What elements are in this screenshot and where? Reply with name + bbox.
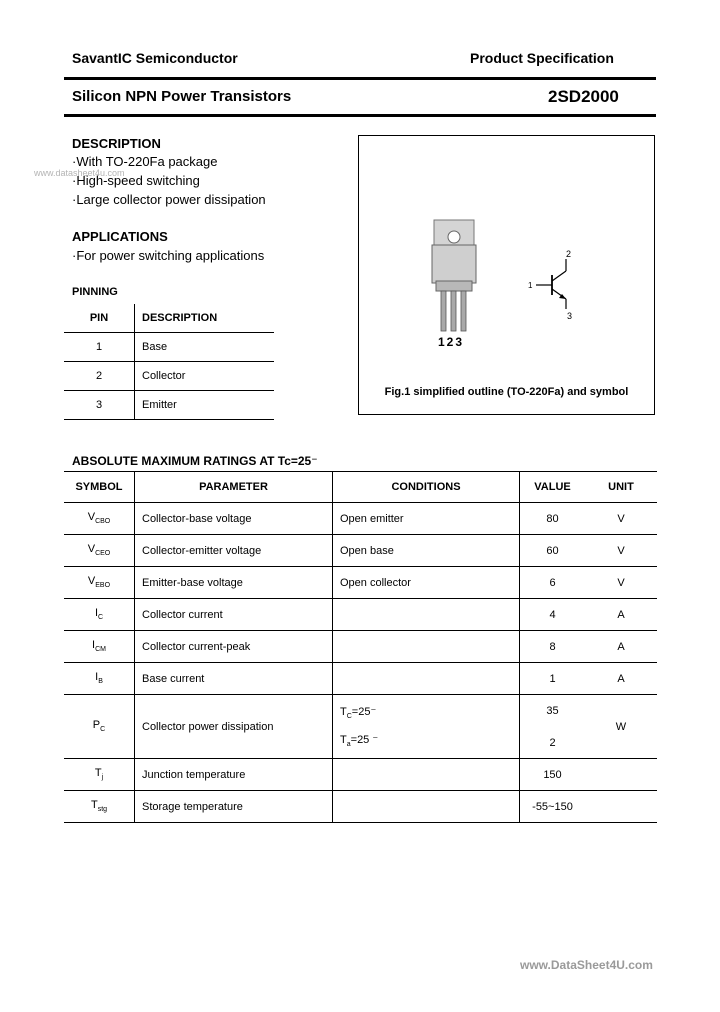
conditions-cell bbox=[333, 759, 520, 791]
symbol-pin-label: 3 bbox=[567, 311, 573, 321]
parameter-cell: Collector current-peak bbox=[135, 631, 333, 663]
doc-type: Product Specification bbox=[470, 50, 614, 66]
symbol-cell: $P_C$ bbox=[64, 695, 135, 759]
column-header-value: VALUE bbox=[520, 472, 586, 503]
table-row bbox=[64, 695, 657, 759]
value-cell: 60 bbox=[520, 535, 586, 567]
value-cell: 4 bbox=[520, 599, 586, 631]
unit-cell: V bbox=[585, 567, 657, 599]
parameter-cell: Storage temperature bbox=[135, 791, 333, 823]
parameter-cell: Base current bbox=[135, 663, 333, 695]
value-cell: 80 bbox=[520, 503, 586, 535]
figure-caption: Fig.1 simplified outline (TO-220Fa) and symbol bbox=[384, 386, 629, 398]
applications-heading: APPLICATIONS bbox=[72, 229, 168, 244]
symbol-cell: $V_{CBO}$ bbox=[64, 503, 135, 535]
parameter-cell: Junction temperature bbox=[135, 759, 333, 791]
watermark-text: www.datasheet4u.com bbox=[34, 168, 125, 178]
ratings-title: ABSOLUTE MAXIMUM RATINGS AT Tc=25⁻ bbox=[72, 454, 318, 468]
conditions-cell bbox=[333, 599, 520, 631]
conditions-cell bbox=[333, 791, 520, 823]
conditions-cell bbox=[333, 631, 520, 663]
table-row bbox=[64, 599, 657, 631]
company-name: SavantIC Semiconductor bbox=[72, 50, 238, 66]
table-row bbox=[64, 503, 657, 535]
unit-cell: A bbox=[585, 663, 657, 695]
conditions-cell bbox=[333, 663, 520, 695]
value-cell: 8 bbox=[520, 631, 586, 663]
pinning-heading: PINNING bbox=[72, 286, 118, 298]
ratings-table bbox=[64, 471, 657, 823]
unit-cell: W bbox=[585, 695, 657, 759]
table-row bbox=[64, 567, 657, 599]
pin-number: 3 bbox=[64, 391, 135, 420]
column-header-pin: PIN bbox=[64, 304, 135, 333]
product-line: Silicon NPN Power Transistors bbox=[72, 88, 292, 105]
parameter-cell: Collector current bbox=[135, 599, 333, 631]
application-item: ·For power switching applications bbox=[72, 248, 265, 263]
pinning-table bbox=[64, 304, 274, 420]
unit-cell: V bbox=[585, 535, 657, 567]
condition-line: $T_a=25$ ⁻ bbox=[340, 734, 379, 749]
footer-watermark: www.DataSheet4U.com bbox=[520, 958, 653, 972]
symbol-pin-label: 1 bbox=[528, 281, 533, 290]
table-row bbox=[64, 362, 274, 391]
condition-line: $T_C=25^-$ bbox=[340, 705, 377, 720]
table-row bbox=[64, 535, 657, 567]
pin-description: Emitter bbox=[135, 391, 275, 420]
symbol-cell: $I_C$ bbox=[64, 599, 135, 631]
value-cell: -55~150 bbox=[520, 791, 586, 823]
feature-item: ·Large collector power dissipation bbox=[72, 192, 266, 207]
table-row bbox=[64, 391, 274, 420]
value-cell: 1 bbox=[520, 663, 586, 695]
pin-description: Base bbox=[135, 333, 275, 362]
unit-cell: V bbox=[585, 503, 657, 535]
symbol-cell: $V_{CEO}$ bbox=[64, 535, 135, 567]
pin-number: 2 bbox=[64, 362, 135, 391]
unit-cell: A bbox=[585, 599, 657, 631]
table-row bbox=[64, 663, 657, 695]
value-cell: 150 bbox=[520, 759, 586, 791]
header-rule-bottom bbox=[64, 114, 656, 117]
unit-cell bbox=[585, 791, 657, 823]
value-cell: 6 bbox=[520, 567, 586, 599]
parameter-cell: Collector power dissipation bbox=[135, 695, 333, 759]
value-cell: 35 2 bbox=[520, 695, 586, 759]
header-rule-top bbox=[64, 77, 656, 80]
column-header-parameter: PARAMETER bbox=[135, 472, 333, 503]
package-pin-numbers: 123 bbox=[438, 335, 465, 349]
conditions-cell bbox=[333, 695, 520, 759]
conditions-cell: Open collector bbox=[333, 567, 520, 599]
transistor-symbol-drawing bbox=[520, 245, 590, 325]
symbol-pin-label: 2 bbox=[566, 249, 572, 259]
parameter-cell: Collector-base voltage bbox=[135, 503, 333, 535]
table-row bbox=[64, 631, 657, 663]
column-header-description: DESCRIPTION bbox=[135, 304, 275, 333]
unit-cell: A bbox=[585, 631, 657, 663]
column-header-conditions: CONDITIONS bbox=[333, 472, 520, 503]
feature-item: ·With TO-220Fa package bbox=[72, 154, 218, 169]
column-header-symbol: SYMBOL bbox=[64, 472, 135, 503]
symbol-cell: $V_{EBO}$ bbox=[64, 567, 135, 599]
table-header-row bbox=[64, 472, 657, 503]
parameter-cell: Emitter-base voltage bbox=[135, 567, 333, 599]
description-heading: DESCRIPTION bbox=[72, 136, 161, 151]
column-header-unit: UNIT bbox=[585, 472, 657, 503]
symbol-cell: $I_{CM}$ bbox=[64, 631, 135, 663]
conditions-cell: Open base bbox=[333, 535, 520, 567]
figure-box bbox=[358, 135, 655, 415]
feature-item: ·High-speed switching bbox=[72, 173, 200, 188]
pin-number: 1 bbox=[64, 333, 135, 362]
table-row bbox=[64, 333, 274, 362]
table-header-row bbox=[64, 304, 274, 333]
pin-description: Collector bbox=[135, 362, 275, 391]
symbol-cell: $T_j$ bbox=[64, 759, 135, 791]
conditions-cell: Open emitter bbox=[333, 503, 520, 535]
symbol-cell: $T_{stg}$ bbox=[64, 791, 135, 823]
part-number: 2SD2000 bbox=[548, 87, 619, 106]
table-row bbox=[64, 759, 657, 791]
package-outline-drawing bbox=[420, 215, 490, 335]
unit-cell bbox=[585, 759, 657, 791]
table-row bbox=[64, 791, 657, 823]
parameter-cell: Collector-emitter voltage bbox=[135, 535, 333, 567]
symbol-cell: $I_B$ bbox=[64, 663, 135, 695]
